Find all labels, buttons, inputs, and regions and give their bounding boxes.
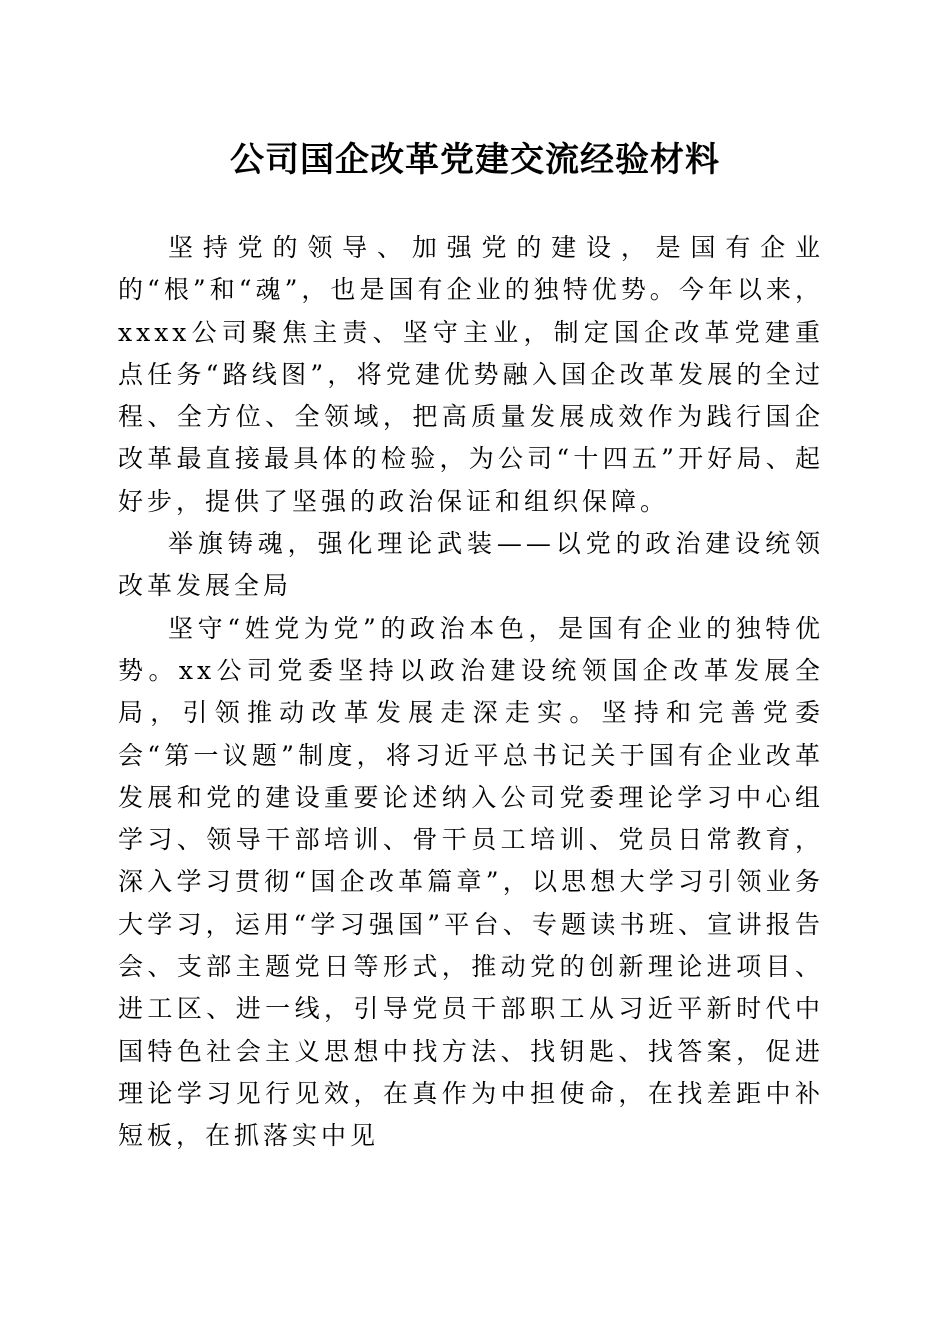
paragraph-section-heading: 举旗铸魂，强化理论武装——以党的政治建设统领改革发展全局: [118, 529, 824, 601]
document-title: 公司国企改革党建交流经验材料: [230, 140, 720, 180]
paragraph-political-building: 坚守“姓党为党”的政治本色，是国有企业的独特优势。xx公司党委坚持以政治建设统领国企改革发展全局，引领推动改革发展走深走实。坚持和完善党委会“第一议题”制度，将习近平总书记关于国有企业改革发展和党的建设重要论述纳入公司党委理论学习中心组学习、领导干部培训、骨干员工培训、党员日常教育，深入学习贯彻“国企改革篇章”，以思想大学习引领业务大学习，运用“学习强国”平台、专题读书班、宣讲报告会、支部主题党日等形式，推动党的创新理论进项目、进工区、进一线，引导党员干部职工从习近平新时代中国特色社会主义思想中找方法、找钥匙、找答案，促进理论学习见行见效，在真作为中担使命，在找差距中补短板，在抓落实中见: [118, 613, 824, 1151]
document-body: [118, 227, 824, 1158]
paragraph-intro: 坚持党的领导、加强党的建设，是国有企业的“根”和“魂”，也是国有企业的独特优势。今年以来，xxxx公司聚焦主责、坚守主业，制定国企改革党建重点任务“路线图”，将党建优势融入国企改革发展的全过程、全方位、全领域，把高质量发展成效作为践行国企改革最直接最具体的检验，为公司“十四五”开好局、起好步，提供了坚强的政治保证和组织保障。: [118, 233, 824, 516]
